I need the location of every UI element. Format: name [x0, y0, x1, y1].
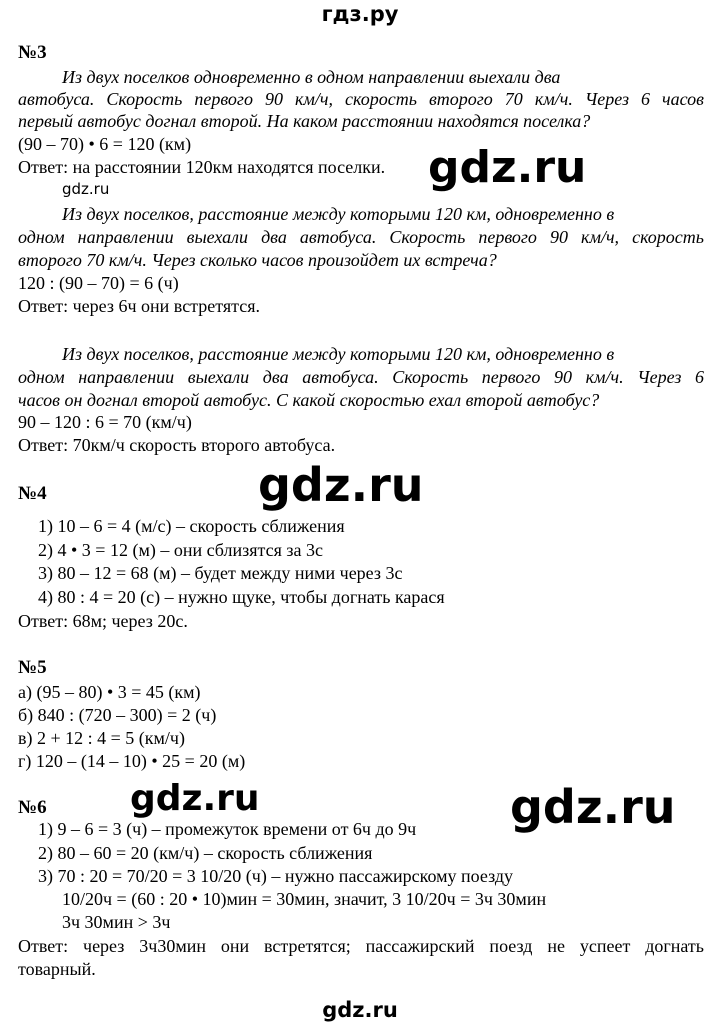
task-3-p2-line2: одном направлении выехали два автобуса. Скорость первого 90 км/ч, скорость	[18, 227, 704, 247]
site-footer: gdz.ru	[322, 998, 398, 1022]
watermark: gdz.ru	[258, 458, 424, 512]
watermark: gdz.ru	[130, 778, 260, 819]
task-6-sub2: 3ч 30мин > 3ч	[62, 912, 171, 932]
task-3-answer1: Ответ: на расстоянии 120км находятся поселки.	[18, 157, 386, 177]
task-3-answer2: Ответ: через 6ч они встретятся.	[18, 296, 261, 316]
watermark: gdz.ru	[428, 142, 587, 193]
task-5-c: в) 2 + 12 : 4 = 5 (км/ч)	[18, 728, 185, 748]
task-6-step2: 2) 80 – 60 = 20 (км/ч) – скорость сближения	[38, 843, 373, 863]
task-3-p3-line2: одном направлении выехали два автобуса. Скорость первого 90 км/ч. Через 6	[18, 367, 704, 387]
task-3-p2-line1: Из двух поселков, расстояние между которыми 120 км, одновременно в	[62, 204, 615, 224]
task-4-step1: 1) 10 – 6 = 4 (м/с) – скорость сближения	[38, 516, 345, 536]
task-3-answer3: Ответ: 70км/ч скорость второго автобуса.	[18, 435, 336, 455]
task-5-b: б) 840 : (720 – 300) = 2 (ч)	[18, 705, 217, 725]
task-6-step1: 1) 9 – 6 = 3 (ч) – промежуток времени от 6ч до 9ч	[38, 819, 417, 839]
task-5-title: №5	[18, 657, 47, 678]
task-3-p2-line3: второго 70 км/ч. Через сколько часов произойдет их встреча?	[18, 250, 497, 270]
task-4-title: №4	[18, 483, 47, 504]
task-3-calc2: 120 : (90 – 70) = 6 (ч)	[18, 273, 179, 293]
task-5-a: а) (95 – 80) • 3 = 45 (км)	[18, 682, 201, 702]
watermark: gdz.ru	[510, 780, 676, 834]
task-3-p3-line3: часов он догнал второй автобус. С какой скоростью ехал второй автобус?	[18, 390, 600, 410]
task-4-step3: 3) 80 – 12 = 68 (м) – будет между ними через 3с	[38, 563, 403, 583]
task-3-title: №3	[18, 42, 47, 63]
task-3-p1-line2: автобуса. Скорость первого 90 км/ч, скорость второго 70 км/ч. Через 6 часов	[18, 89, 704, 109]
task-3-calc3: 90 – 120 : 6 = 70 (км/ч)	[18, 412, 192, 432]
task-6-answer-line2: товарный.	[18, 959, 96, 979]
task-6-sub1: 10/20ч = (60 : 20 • 10)мин = 30мин, значит, 3 10/20ч = 3ч 30мин	[62, 889, 547, 909]
task-4-answer: Ответ: 68м; через 20с.	[18, 611, 188, 631]
task-4-step4: 4) 80 : 4 = 20 (с) – нужно щуке, чтобы догнать карася	[38, 587, 445, 607]
site-header: гдз.ру	[321, 2, 399, 26]
task-3-p1-line1: Из двух поселков одновременно в одном направлении выехали два	[62, 67, 561, 87]
task-3-p1-line3: первый автобус догнал второй. На каком расстоянии находятся поселка?	[18, 111, 591, 131]
task-3-p3-line1: Из двух поселков, расстояние между которыми 120 км, одновременно в	[62, 344, 615, 364]
task-5-d: г) 120 – (14 – 10) • 25 = 20 (м)	[18, 751, 246, 771]
task-4-step2: 2) 4 • 3 = 12 (м) – они сблизятся за 3с	[38, 540, 323, 560]
watermark-small: gdz.ru	[62, 180, 110, 198]
task-3-calc1: (90 – 70) • 6 = 120 (км)	[18, 134, 192, 154]
task-6-step3: 3) 70 : 20 = 70/20 = 3 10/20 (ч) – нужно пассажирскому поезду	[38, 866, 514, 886]
task-6-title: №6	[18, 797, 47, 818]
task-6-answer-line1: Ответ: через 3ч30мин они встретятся; пассажирский поезд не успеет догнать	[18, 936, 704, 956]
